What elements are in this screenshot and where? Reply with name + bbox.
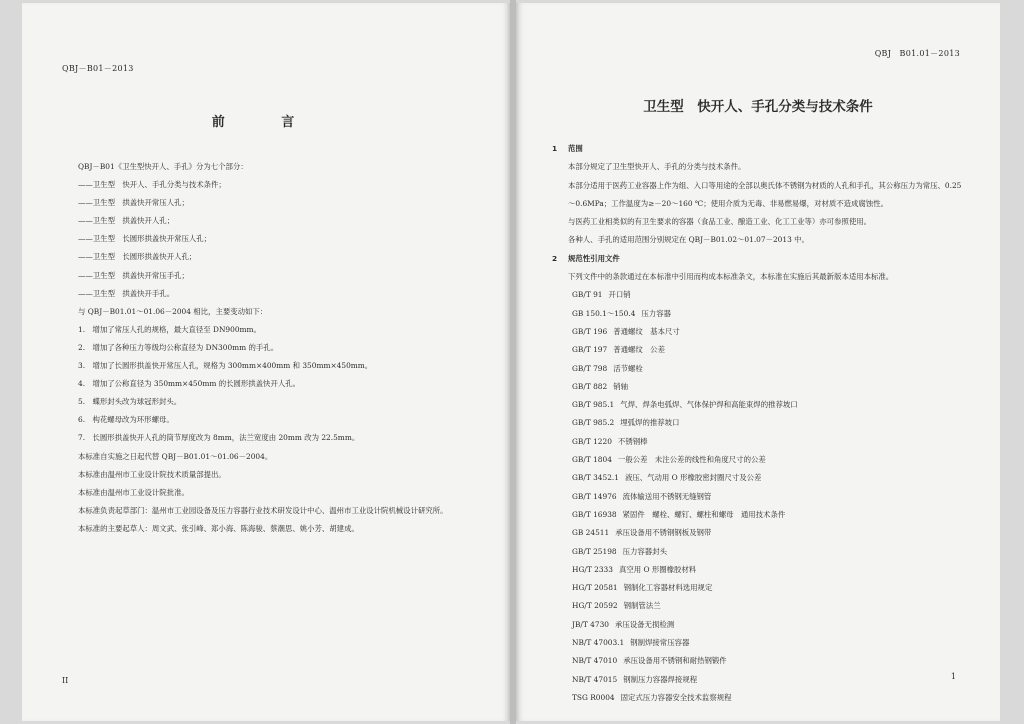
- section-heading-scope: [552, 140, 968, 158]
- standard-code: GB/T 1220: [572, 436, 612, 446]
- standard-reference: [552, 286, 968, 304]
- foreword-line: 本标准的主要起草人：周文武、张引峰、郑小海、陈海骏、蔡潮思、姚小芳、胡建成。: [78, 523, 359, 533]
- standard-reference: [552, 561, 968, 579]
- standard-title: 销轴: [613, 381, 629, 391]
- foreword-line: 2. 增加了各种压力等级均公称直径为 DN300mm 的手孔。: [78, 342, 279, 352]
- standard-reference: [552, 506, 968, 524]
- standard-code: GB/T 985.2: [572, 418, 615, 428]
- standard-code: GB/T 985.1: [572, 400, 615, 410]
- standard-reference: [552, 414, 968, 432]
- standard-code: GB/T 882: [572, 381, 608, 391]
- standard-code: GB/T 196: [572, 326, 608, 336]
- standard-code: NB/T 47010: [572, 656, 618, 666]
- standard-reference: [552, 323, 968, 341]
- standard-reference: [552, 597, 968, 615]
- foreword-line: 7. 长圆形拱盖快开人孔的筒节厚度改为 8mm，法兰宽度由 20mm 改为 22.5mm。: [78, 433, 360, 443]
- standard-code: TSG R0004: [572, 692, 615, 702]
- standard-reference: [552, 378, 968, 396]
- standard-page: [516, 3, 1000, 721]
- standard-code: HG/T 20581: [572, 583, 618, 593]
- scope-paragraphs: [552, 158, 968, 249]
- foreword-line: QBJ－B01《卫生型快开人、手孔》分为七个部分：: [78, 162, 248, 171]
- foreword-line: 本标准自实施之日起代替 QBJ－B01.01～01.06－2004。: [78, 451, 273, 461]
- standard-title: 液压、气动用 O 形橡胶密封圈尺寸及公差: [624, 473, 762, 483]
- section-title: 范围: [568, 144, 583, 153]
- standard-code: GB/T 798: [572, 363, 608, 373]
- standard-title: 固定式压力容器安全技术监察规程: [620, 692, 732, 702]
- foreword-line: ——卫生型 长圆形拱盖快开人孔；: [78, 252, 197, 262]
- foreword-title: 前 言: [211, 115, 321, 130]
- standard-code: GB/T 91: [572, 290, 603, 300]
- standard-title: 钢制压力容器焊接规程: [623, 674, 698, 684]
- standard-title: 流体输送用不锈钢无缝钢管: [622, 491, 712, 501]
- foreword-line: 6. 构花螺母改为环形螺母。: [78, 415, 174, 425]
- standard-code: GB/T 1804: [572, 455, 612, 465]
- standard-reference: [552, 524, 968, 542]
- document-title: 卫生型 快开人、手孔分类与技术条件: [643, 99, 873, 115]
- standard-reference: [552, 689, 968, 707]
- scope-paragraph: 各种人、手孔的适用范围分别规定在 QBJ－B01.02～01.07－2013 中。: [568, 235, 809, 245]
- standard-reference: [552, 305, 968, 323]
- foreword-line: 本标准负责起草部门：温州市工业园设备及压力容器行业技术研发设计中心、温州市工业设计院机械设计研究所。: [78, 505, 448, 515]
- standard-reference: [552, 396, 968, 414]
- standard-title: 不锈钢棒: [617, 436, 648, 446]
- standards-list: [552, 286, 968, 707]
- standard-title: 一般公差 未注公差的线性和角度尺寸的公差: [617, 455, 766, 465]
- section-heading-references: [552, 250, 968, 268]
- foreword-line: ——卫生型 长圆形拱盖快开常压人孔；: [78, 234, 212, 244]
- scope-paragraph: 本部分适用于医药工业容器上作为组、入口等用途的全部以奥氏体不锈钢为材质的人孔和手孔，其公称压力为常压、0.25～0.6MPa；工作温度为≥－20～160 ℃；使用介质为无毒、非易燃易爆，对材质不造成腐蚀性。: [568, 180, 962, 208]
- standard-code: GB 24511: [572, 528, 610, 538]
- scope-paragraph: 与医药工业相类似的有卫生要求的容器（食品工业、酿造工业、化工工业等）亦可参照使用。: [568, 217, 872, 227]
- standard-reference: [552, 469, 968, 487]
- foreword-line: ——卫生型 拱盖快开人孔；: [78, 216, 175, 226]
- section-title: 规范性引用文件: [568, 253, 620, 263]
- standard-title: 活节螺栓: [613, 363, 643, 373]
- standard-title: 埋弧焊的推荐坡口: [620, 418, 680, 428]
- standard-code: GB 150.1～150.4: [572, 308, 636, 318]
- standard-code: GB/T 16938: [572, 509, 617, 519]
- section-number: 2: [552, 253, 558, 263]
- standard-title: 压力容器: [641, 308, 671, 318]
- foreword-line: ——卫生型 拱盖快开常压手孔；: [78, 270, 189, 280]
- standard-reference: [552, 488, 968, 506]
- foreword-body: [62, 158, 474, 538]
- standard-code: GB/T 14976: [572, 491, 617, 501]
- standard-title: 普通螺纹 基本尺寸: [613, 326, 680, 336]
- standard-title: 钢制管法兰: [623, 601, 661, 611]
- standard-reference: [552, 360, 968, 378]
- foreword-line: ——卫生型 拱盖快开常压人孔；: [78, 198, 189, 208]
- standard-title: 气焊、焊条电弧焊、气体保护焊和高能束焊的推荐坡口: [620, 400, 798, 410]
- page-header: QBJ B01.01－2013: [874, 49, 960, 58]
- standard-reference: [552, 652, 968, 670]
- references-intro: 下列文件中的条款通过在本标准中引用而构成本标准条文，本标准在实施后其最新版本适用本标准。: [568, 272, 894, 282]
- foreword-line: ——卫生型 快开人、手孔分类与技术条件；: [78, 180, 226, 190]
- standard-title: 钢制化工容器材料选用规定: [623, 583, 713, 593]
- standard-code: HG/T 2333: [572, 564, 613, 574]
- standard-title: 真空用 O 形圈橡胶材料: [618, 564, 697, 574]
- standard-code: NB/T 47015: [572, 674, 618, 684]
- standard-reference: [552, 433, 968, 451]
- standard-code: GB/T 25198: [572, 546, 617, 556]
- foreword-line: 与 QBJ－B01.01～01.06－2004 相比，主要变动如下：: [78, 306, 268, 316]
- standard-reference: [552, 671, 968, 689]
- standard-title: 承压设备无损检测: [614, 619, 675, 629]
- page-header: QBJ－B01－2013: [62, 64, 134, 73]
- foreword-line: 4. 增加了公称直径为 350mm×450mm 的长圆形拱盖快开人孔。: [78, 379, 301, 389]
- standard-title: 普通螺纹 公差: [613, 345, 665, 355]
- standard-reference: [552, 634, 968, 652]
- standard-reference: [552, 543, 968, 561]
- standard-title: 压力容器封头: [622, 546, 667, 556]
- standard-reference: [552, 616, 968, 634]
- page-number: II: [62, 676, 69, 685]
- foreword-line: 3. 增加了长圆形拱盖快开常压人孔，规格为 300mm×400mm 和 350mm×450mm。: [78, 361, 373, 371]
- section-number: 1: [552, 144, 558, 153]
- standard-title: 钢制焊接常压容器: [630, 638, 690, 648]
- standard-title: 开口销: [608, 290, 631, 300]
- foreword-line: 本标准由温州市工业设计院技术质量部提出。: [78, 469, 226, 479]
- standard-title: 承压设备用不锈钢钢板及钢带: [615, 528, 712, 538]
- foreword-line: 本标准由温州市工业设计院批准。: [78, 487, 189, 497]
- foreword-line: 1. 增加了常压人孔的规格，最大直径至 DN900mm。: [78, 324, 261, 334]
- standard-code: GB/T 197: [572, 345, 608, 355]
- standard-title: 承压设备用不锈钢和耐热钢锻件: [623, 656, 727, 666]
- scope-paragraph: 本部分规定了卫生型快开人、手孔的分类与技术条件。: [568, 162, 746, 172]
- standard-reference: [552, 451, 968, 469]
- standard-code: HG/T 20592: [572, 601, 618, 611]
- page-number: 1: [950, 672, 956, 681]
- standard-reference: [552, 579, 968, 597]
- foreword-line: ——卫生型 拱盖快开手孔。: [78, 288, 175, 298]
- standard-code: JB/T 4730: [572, 619, 609, 629]
- standard-title: 紧固件 螺栓、螺钉、螺柱和螺母 通用技术条件: [622, 509, 786, 519]
- standard-code: GB/T 3452.1: [572, 473, 619, 483]
- foreword-page: [22, 3, 510, 721]
- standard-code: NB/T 47003.1: [572, 638, 625, 648]
- standard-body: [552, 140, 968, 707]
- standard-reference: [552, 341, 968, 359]
- foreword-line: 5. 蝶形封头改为球冠形封头。: [78, 397, 182, 407]
